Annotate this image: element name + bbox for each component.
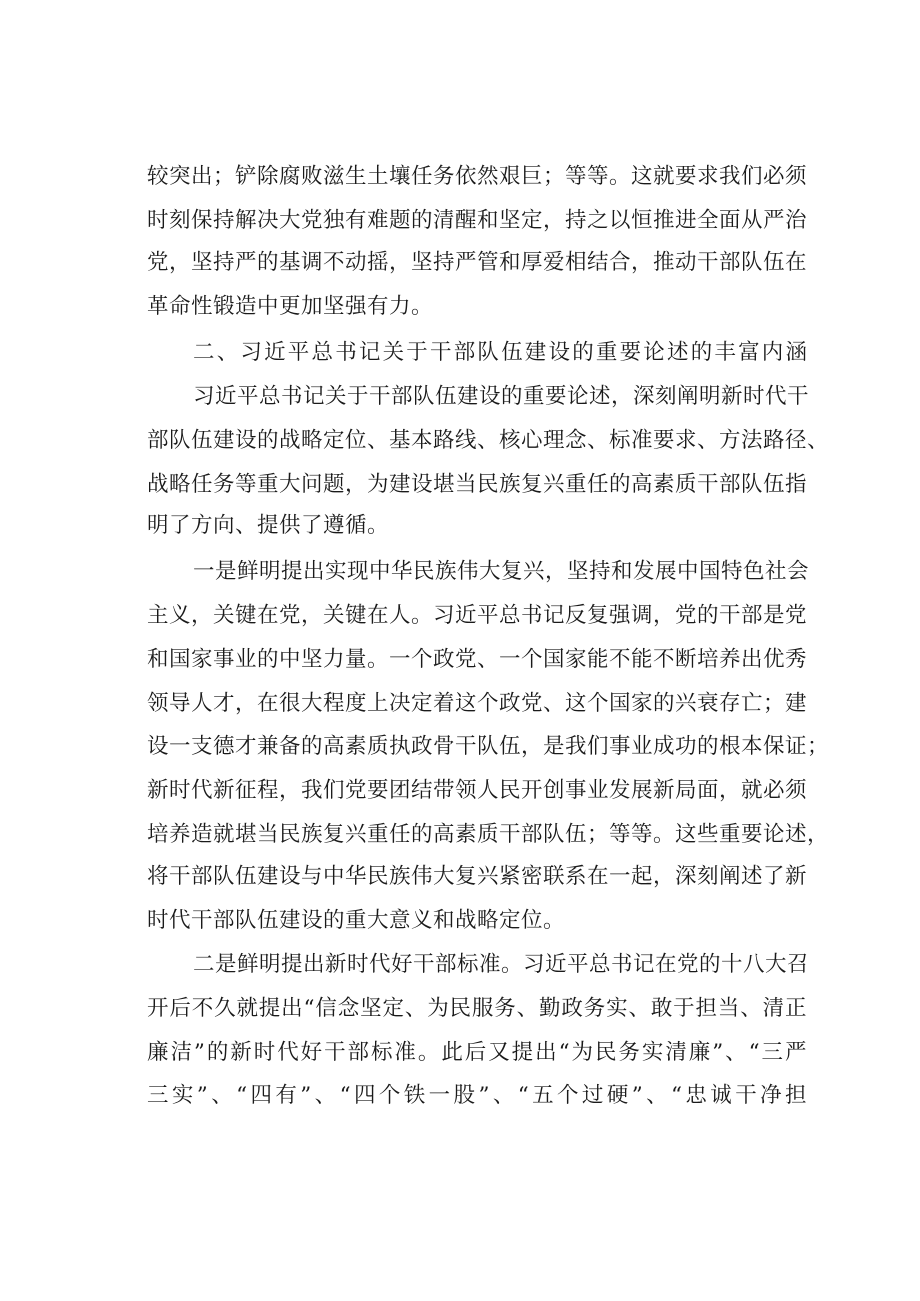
paragraph-one-line-7: 培养造就堪当民族复兴重任的高素质干部队伍；等等。这些重要论述，	[147, 822, 830, 847]
paragraph-two-line-1: 二是鲜明提出新时代好干部标准。习近平总书记在党的十八大召	[193, 952, 810, 977]
paragraph-one-line-6: 新时代新征程，我们党要团结带领人民开创事业发展新局面，就必须	[147, 778, 808, 803]
paragraph-one-line-8: 将干部队伍建设与中华民族伟大复兴紧密联系在一起，深刻阐述了新	[147, 864, 808, 889]
section-heading: 二、习近平总书记关于干部队伍建设的重要论述的丰富内涵	[193, 340, 807, 365]
paragraph-intro-line-3: 战略任务等重大问题，为建设堪当民族复兴重任的高素质干部队伍指	[147, 472, 808, 497]
paragraph-prev-line-2: 时刻保持解决大党独有难题的清醒和坚定，持之以恒推进全面从严治	[147, 208, 808, 233]
paragraph-two-line-3: 廉洁”的新时代好干部标准。此后又提出“为民务实清廉”、“三严	[147, 1040, 807, 1065]
paragraph-one-line-4: 领导人才，在很大程度上决定着这个政党、这个国家的兴衰存亡；建	[147, 691, 808, 716]
paragraph-one-line-1: 一是鲜明提出实现中华民族伟大复兴，坚持和发展中国特色社会	[193, 559, 810, 584]
paragraph-one-line-5: 设一支德才兼备的高素质执政骨干队伍，是我们事业成功的根本保证；	[147, 734, 830, 759]
paragraph-prev-line-3: 党，坚持严的基调不动摇，坚持严管和厚爱相结合，推动干部队伍在	[147, 250, 808, 275]
paragraph-one-line-9: 时代干部队伍建设的重大意义和战略定位。	[147, 908, 566, 933]
paragraph-two-line-2: 开后不久就提出“信念坚定、为民服务、勤政务实、敢于担当、清正	[147, 996, 807, 1021]
paragraph-one-line-3: 和国家事业的中坚力量。一个政党、一个国家能不能不断培养出优秀	[147, 647, 808, 672]
paragraph-intro-line-4: 明了方向、提供了遵循。	[147, 513, 390, 538]
paragraph-prev-line-1: 较突出；铲除腐败滋生土壤任务依然艰巨；等等。这就要求我们必须	[147, 164, 808, 189]
paragraph-intro-line-2: 部队伍建设的战略定位、基本路线、核心理念、标准要求、方法路径、	[147, 428, 830, 453]
paragraph-prev-line-4: 革命性锻造中更加坚强有力。	[147, 294, 434, 319]
paragraph-intro-line-1: 习近平总书记关于干部队伍建设的重要论述，深刻阐明新时代干	[193, 384, 810, 409]
paragraph-two-line-4: 三实”、“四有”、“四个铁一股”、“五个过硬”、“忠诚干净担	[147, 1083, 807, 1108]
paragraph-one-line-2: 主义，关键在党，关键在人。习近平总书记反复强调，党的干部是党	[147, 603, 808, 628]
